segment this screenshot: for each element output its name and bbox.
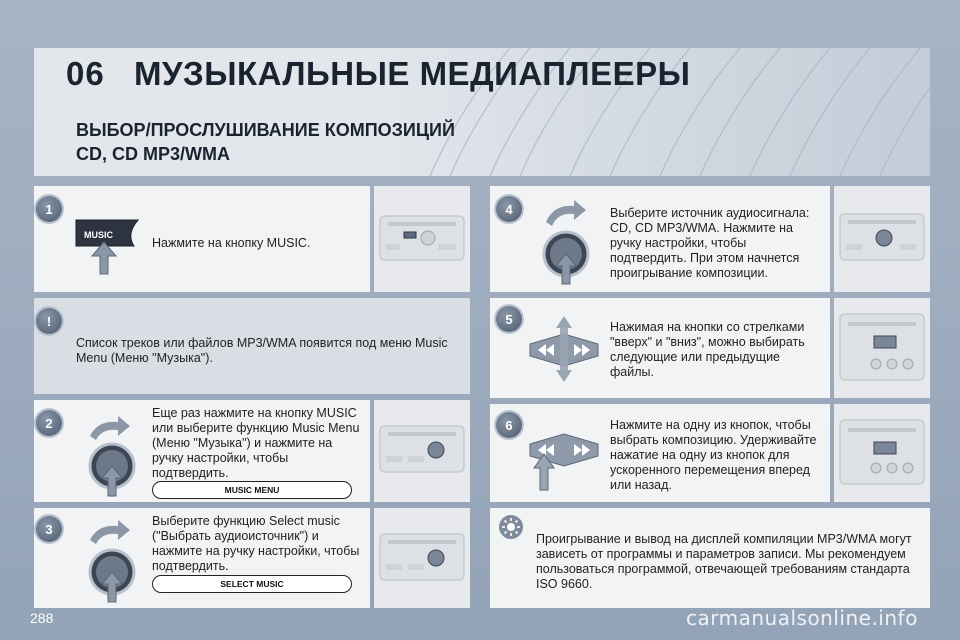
step6-text: Нажмите на одну из кнопок, чтобы выбрать композицию. Удерживайте нажатие на одну из кнопок для ускоренного перемещения вперед или назад. [610,418,817,492]
step3-text: Выберите функцию Select music ("Выбрать аудиоисточник") и нажмите на ручку настройки, чтобы подтвердить. [152,514,360,573]
note-badge: ! [36,308,62,334]
step4-text: Выберите источник аудиосигнала: CD, CD MP3/WMA. Нажмите на ручку настройки, чтобы подтвердить. При этом начнется проигрывание композиции. [610,206,810,280]
step1-radio-thumb [374,186,470,292]
radio-unit-icon [834,404,930,502]
step6-badge: 6 [496,412,522,438]
rotary-knob-icon[interactable] [78,518,142,604]
music-button-icon[interactable] [74,212,144,276]
section-title [76,118,455,166]
section-title-line2: CD, CD MP3/WMA [76,144,230,164]
note-text: Список треков или файлов MP3/WMA появится под меню Music Menu (Меню "Музыка"). [76,336,448,365]
step2-text: Еще раз нажмите на кнопку MUSIC или выберите функцию Music Menu (Меню "Музыка") и нажмите на ручку настройки, чтобы подтвердить. [152,406,360,480]
turn-arrow-icon [546,200,586,226]
turn-arrow-icon [90,520,130,544]
chapter-title: МУЗЫКАЛЬНЫЕ МЕДИАПЛЕЕРЫ [134,55,691,92]
arrow-rocker-icon[interactable] [524,314,604,384]
radio-unit-icon [374,186,470,292]
step1-badge: 1 [36,196,62,222]
rotary-knob-icon[interactable] [534,196,600,286]
step5-text: Нажимая на кнопки со стрелками "вверх" и "вниз", можно выбирать следующие или предыдущие файлы. [610,320,805,379]
radio-unit-icon [374,400,470,502]
music-button-label: MUSIC [84,230,113,240]
step3-radio-thumb [374,508,470,608]
turn-arrow-icon [90,416,130,440]
rotary-knob-icon[interactable] [78,414,142,498]
step6-radio-thumb [834,404,930,502]
page-number: 288 [30,610,54,626]
radio-unit-icon [834,186,930,292]
step2-badge: 2 [36,410,62,436]
step5-badge: 5 [496,306,522,332]
radio-unit-icon [834,298,930,398]
step4-badge: 4 [496,196,522,222]
info-sun-icon [498,514,524,540]
chapter-number: 06 [66,55,105,92]
step1-text: Нажмите на кнопку MUSIC. [152,236,311,250]
section-title-line1: ВЫБОР/ПРОСЛУШИВАНИЕ КОМПОЗИЦИЙ [76,120,455,140]
select-music-pill: SELECT MUSIC [152,575,352,593]
step5-radio-thumb [834,298,930,398]
step3-badge: 3 [36,516,62,542]
tip-text: Проигрывание и вывод на дисплей компиляции MP3/WMA могут зависеть от программы и параметров записи. Мы рекомендуем пользоваться программой, отвечающей требованиям стандарта ISO 9660. [536,532,912,591]
radio-unit-icon [374,508,470,608]
step2-radio-thumb [374,400,470,502]
step4-radio-thumb [834,186,930,292]
watermark: carmanualsonline.info [686,606,918,630]
arrow-rocker-icon[interactable] [524,424,604,494]
music-menu-pill: MUSIC MENU [152,481,352,499]
